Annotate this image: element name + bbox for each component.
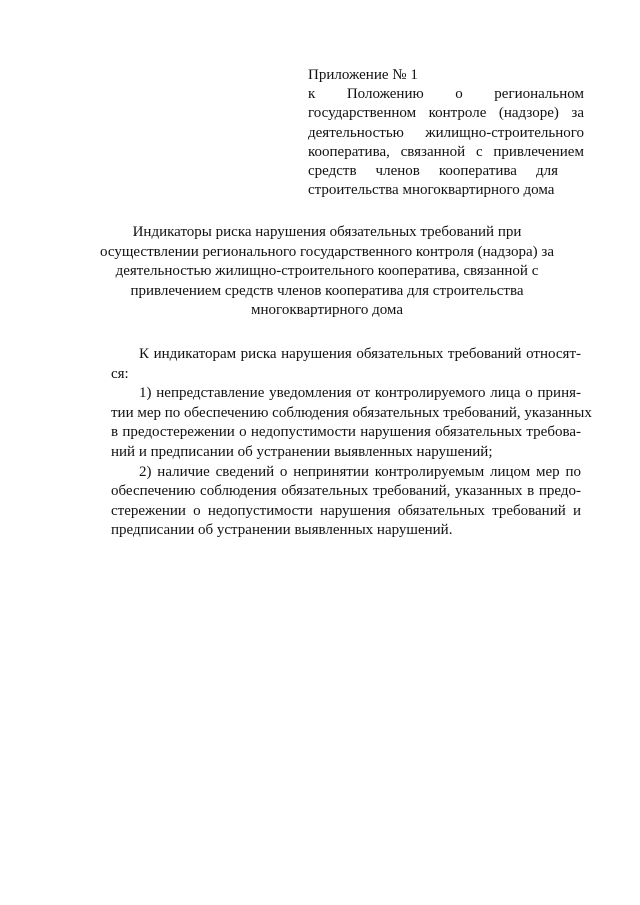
title-line: привлечением средств членов кооператива для строительства [130,282,524,299]
appendix-line-5 [308,162,584,181]
appendix-word: к [308,86,316,103]
title-line: осуществлении регионального государственного контроля (надзора) за [100,243,554,260]
appendix-line-3 [308,124,584,143]
body-item-1-line: тии мер по обеспечению соблюдения обязательных требований, указанных [111,404,592,421]
body-item-1-line: в предостережении о недопустимости нарушения обязательных требова- [111,424,581,441]
body-item-2-line: обеспечению соблюдения обязательных требований, указанных в предо- [111,483,581,500]
appendix-word: кооператива [438,163,517,180]
appendix-line-2 [308,104,584,123]
body-item-2-line: 2) наличие сведений о непринятии контролируемым лицом мер по [139,463,581,480]
appendix-word: региональном [494,86,584,103]
appendix-word: с [475,143,483,160]
body-item-2-line-end: предписании об устранении выявленных нарушений. [111,522,453,539]
appendix-word: привлечением [493,143,584,160]
appendix-line-1 [308,85,584,104]
body-paragraph-intro-end: ся: [111,365,129,382]
appendix-word: членов [375,163,420,180]
appendix-word: (надзоре) [498,105,559,122]
body-item-1-line: 1) непредставление уведомления от контролируемого лица о приня- [139,385,581,402]
body-item-1-line-end: ний и предписании об устранении выявленных нарушений; [111,443,493,460]
appendix-word: за [571,105,584,122]
appendix-word: контроле [428,105,487,122]
body-paragraph-intro: К индикаторам риска нарушения обязательных требований относят- [139,346,581,362]
appendix-word: для [535,163,558,180]
appendix-word: связанной [400,143,466,160]
title-line: многоквартирного дома [251,302,403,318]
appendix-block [308,66,584,200]
title-line: Индикаторы риска нарушения обязательных требований при [132,224,522,240]
appendix-word: средств [308,163,357,180]
appendix-line-6: строительства многоквартирного дома [308,182,555,199]
document-title [90,223,564,321]
appendix-word: деятельностью [308,124,404,141]
document-body [111,345,592,541]
title-line: деятельностью жилищно-строительного кооператива, связанной с [115,263,539,279]
appendix-word: кооператива, [308,143,390,160]
appendix-line-4 [308,143,584,162]
appendix-word: о [455,86,463,103]
appendix-word: Положению [346,86,424,103]
appendix-word: жилищно-строительного [425,124,584,141]
appendix-header: Приложение № 1 [308,67,418,83]
body-item-2-line: стережении о недопустимости нарушения обязательных требований и [111,502,581,519]
appendix-word: государственном [308,105,417,122]
